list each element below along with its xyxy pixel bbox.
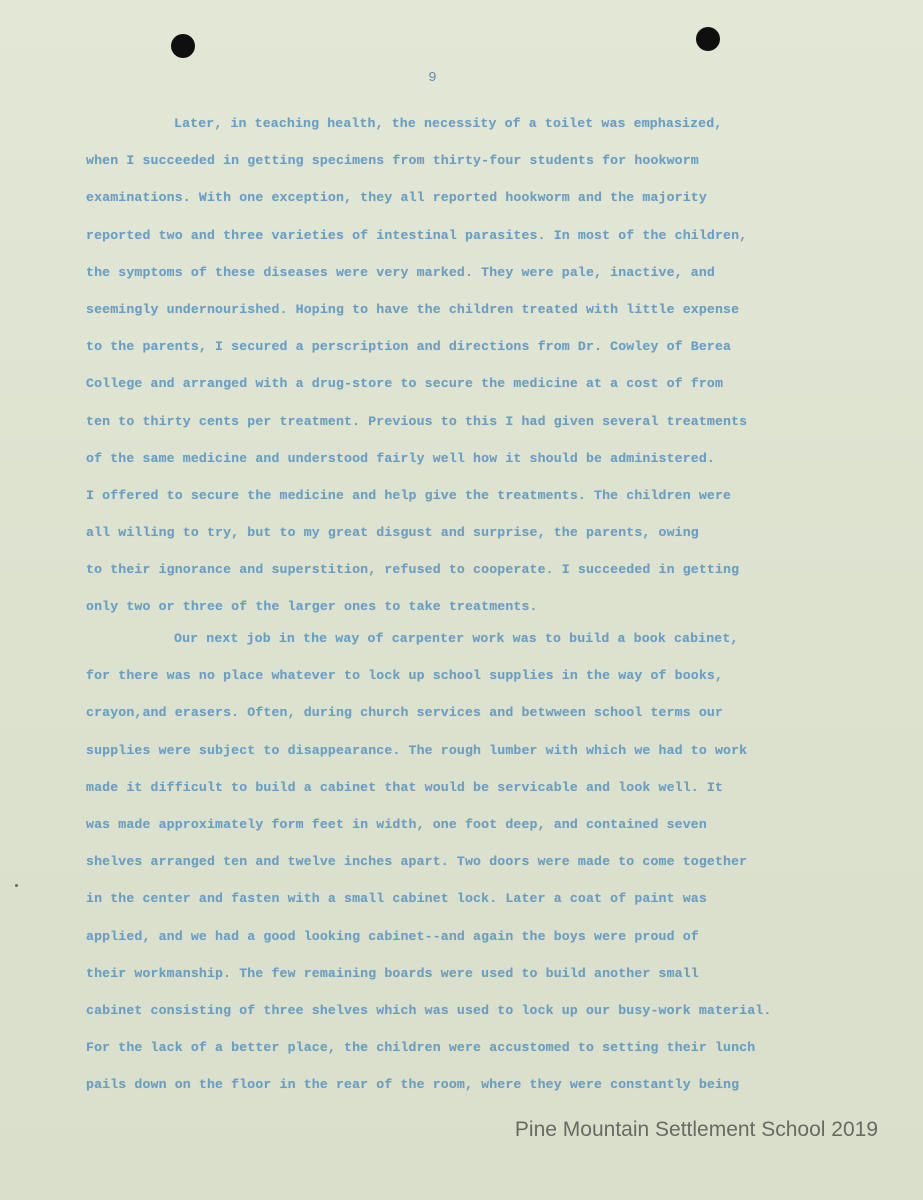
text-line: applied, and we had a good looking cabinet--and again the boys were proud of [86, 928, 699, 944]
text-line: supplies were subject to disappearance. The rough lumber with which we had to work [86, 742, 748, 758]
text-line: their workmanship. The few remaining boards were used to build another small [86, 965, 699, 981]
text-line: the symptoms of these diseases were very marked. They were pale, inactive, and [86, 264, 715, 280]
text-line: to the parents, I secured a perscription and directions from Dr. Cowley of Berea [86, 339, 732, 355]
text-line: pails down on the floor in the rear of the room, where they were constantly being [86, 1077, 740, 1093]
paragraph-hookworm [86, 105, 846, 626]
paper-speck [15, 884, 18, 887]
text-line: of the same medicine and understood fairly well how it should be administered. [86, 450, 715, 466]
text-line: cabinet consisting of three shelves which was used to lock up our busy-work material. [86, 1002, 772, 1018]
text-line: examinations. With one exception, they all reported hookworm and the majority [86, 190, 707, 206]
text-line: ten to thirty cents per treatment. Previous to this I had given several treatments [86, 413, 748, 429]
page-number: 9 [428, 70, 437, 86]
punch-hole-left [171, 34, 195, 58]
text-line: Later, in teaching health, the necessity of a toilet was emphasized, [174, 116, 723, 131]
text-line: I offered to secure the medicine and help give the treatments. The children were [86, 487, 732, 503]
text-line: reported two and three varieties of intestinal parasites. In most of the children, [86, 227, 748, 243]
text-line: only two or three of the larger ones to take treatments. [86, 599, 538, 615]
text-line: for there was no place whatever to lock up school supplies in the way of books, [86, 668, 724, 684]
text-line: all willing to try, but to my great disgust and surprise, the parents, owing [86, 525, 699, 541]
text-line: For the lack of a better place, the children were accustomed to setting their lunch [86, 1040, 756, 1056]
paragraph-cabinet [86, 620, 846, 1103]
text-line: made it difficult to build a cabinet that would be servicable and look well. It [86, 779, 724, 795]
text-line: shelves arranged ten and twelve inches apart. Two doors were made to come together [86, 854, 748, 870]
watermark: Pine Mountain Settlement School 2019 [514, 1118, 878, 1141]
text-line: when I succeeded in getting specimens from thirty-four students for hookworm [86, 153, 699, 169]
text-line: seemingly undernourished. Hoping to have the children treated with little expense [86, 301, 740, 317]
text-line: was made approximately form feet in width, one foot deep, and contained seven [86, 816, 707, 832]
punch-hole-right [696, 27, 720, 51]
text-line: in the center and fasten with a small cabinet lock. Later a coat of paint was [86, 891, 707, 907]
text-line: to their ignorance and superstition, refused to cooperate. I succeeded in getting [86, 562, 740, 578]
text-line: crayon,and erasers. Often, during church services and betwween school terms our [86, 705, 724, 721]
text-line: College and arranged with a drug-store to secure the medicine at a cost of from [86, 376, 724, 392]
text-line: Our next job in the way of carpenter work was to build a book cabinet, [174, 631, 739, 646]
